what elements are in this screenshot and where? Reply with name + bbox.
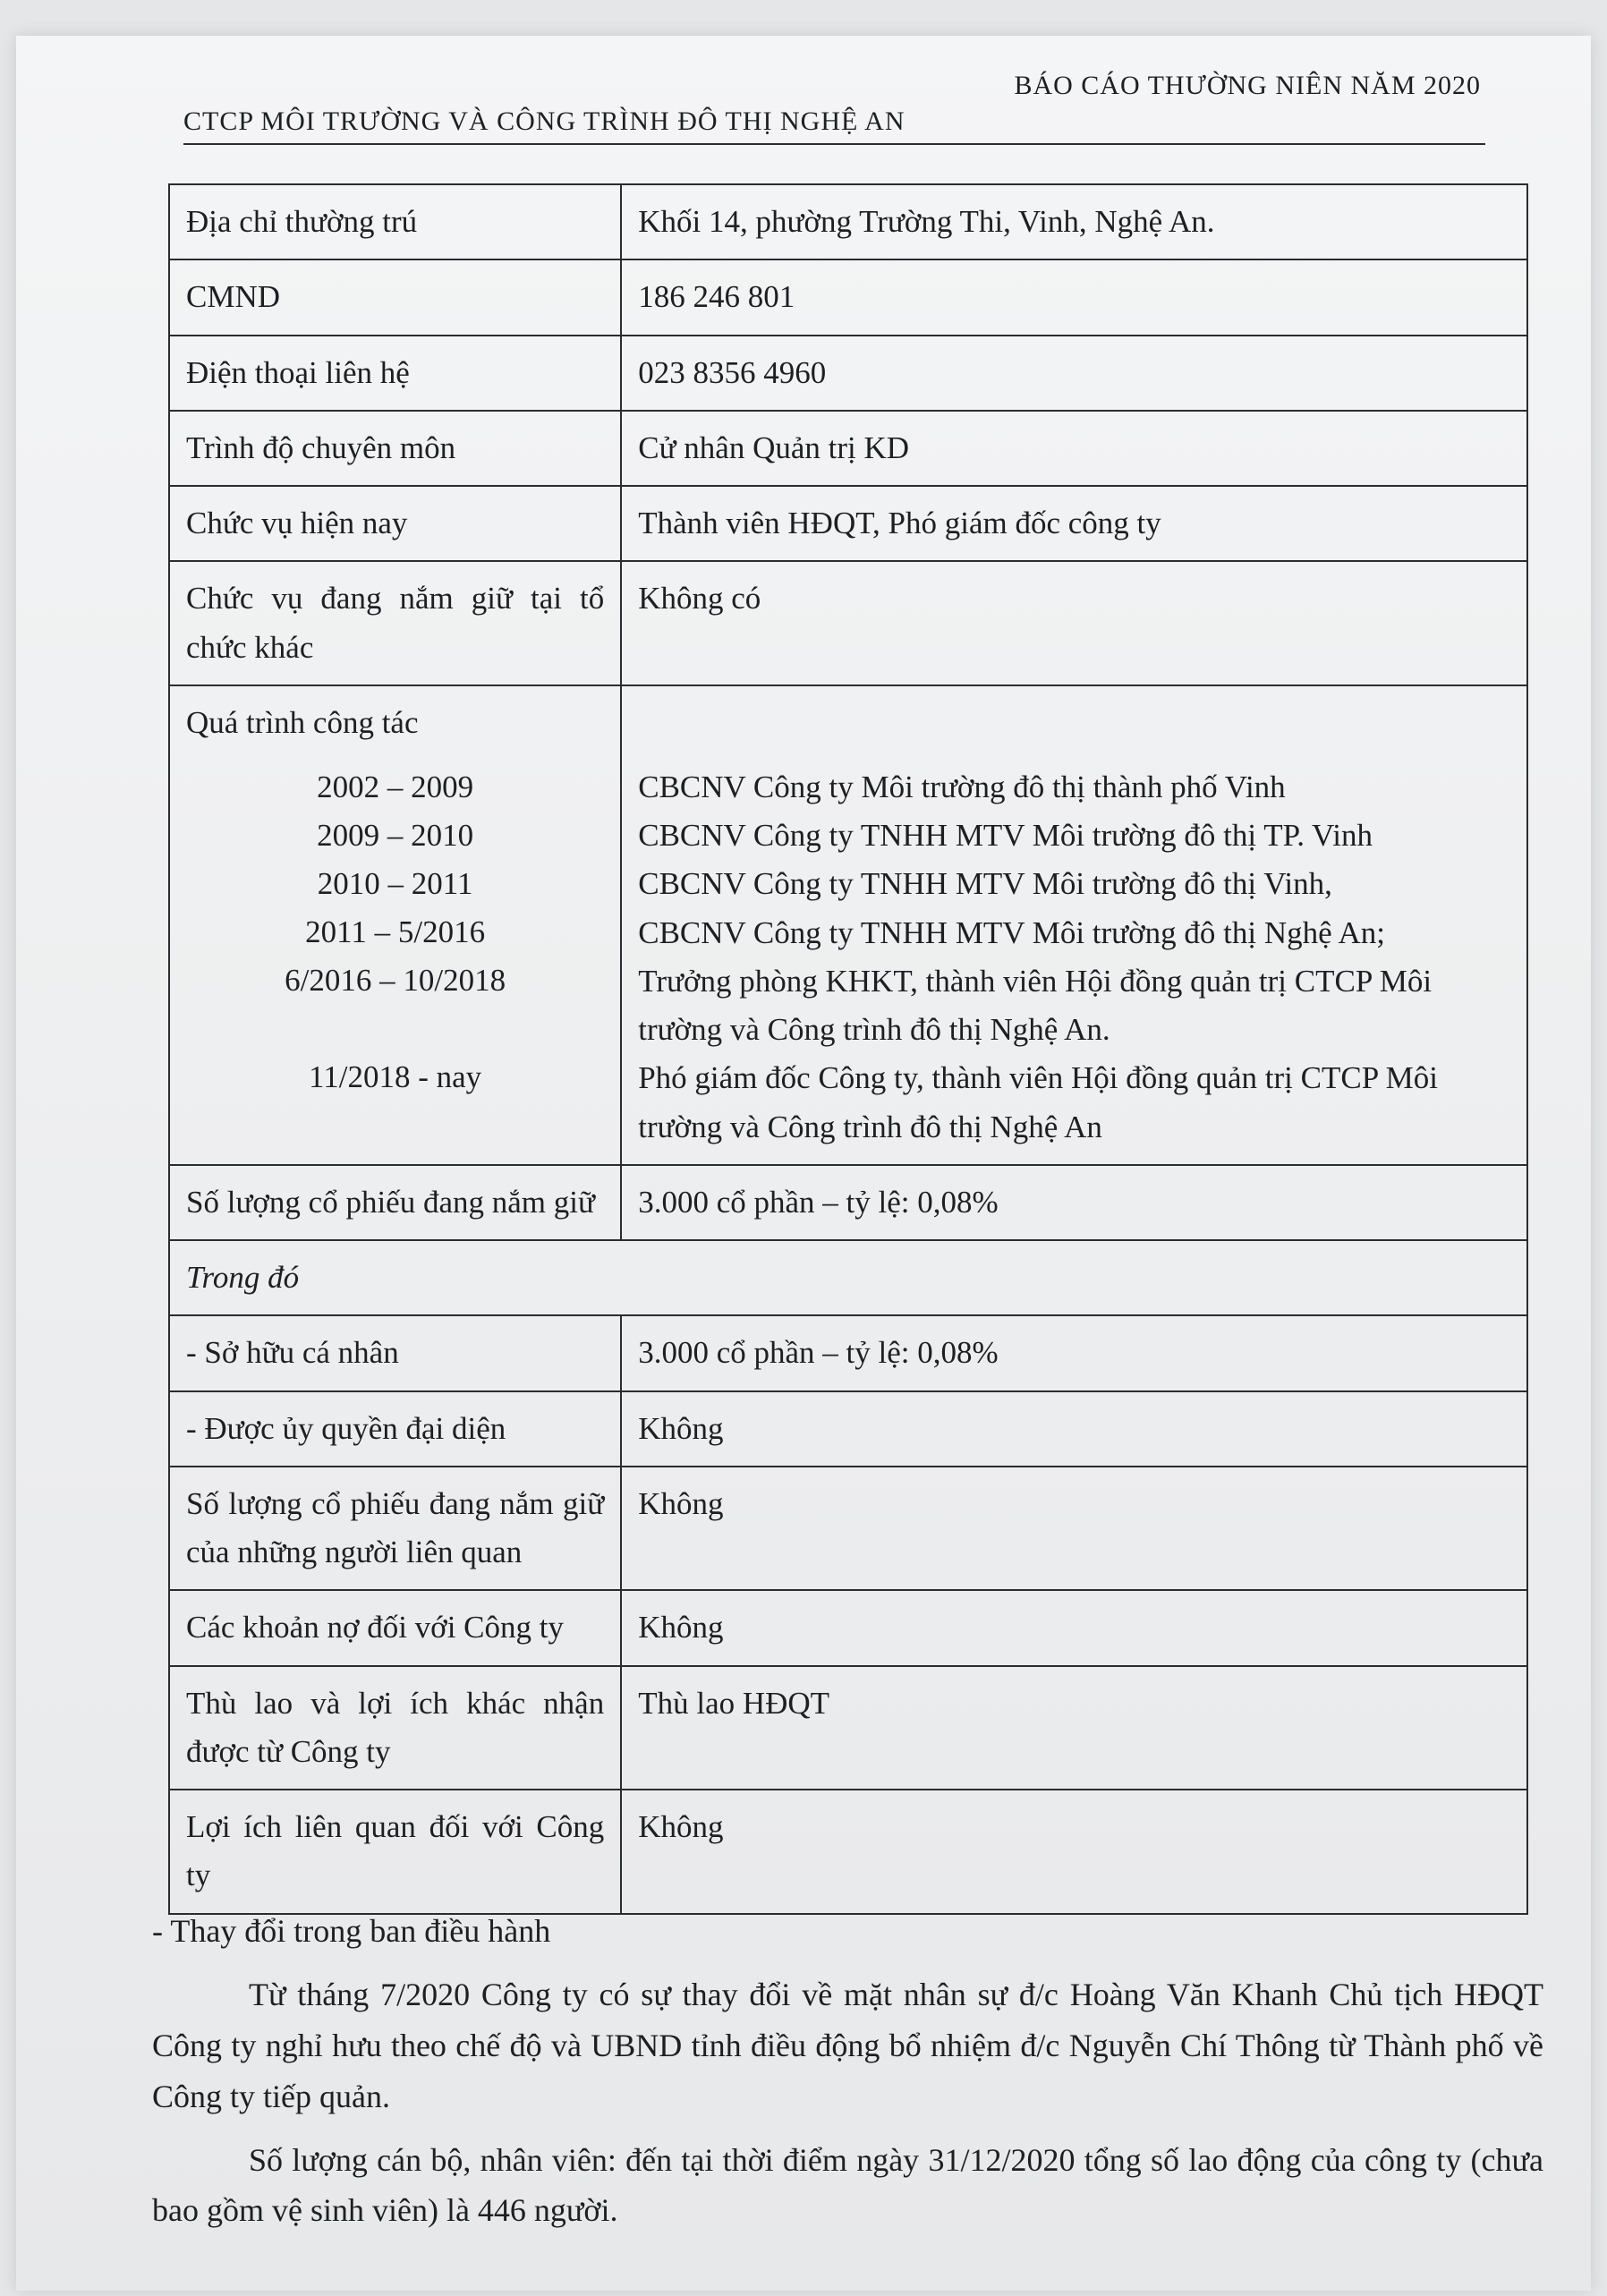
personal-info-table — [168, 183, 1528, 1915]
career-description: CBCNV Công ty Môi trường đô thị thành phố Vinh — [638, 769, 1286, 804]
paragraph: Số lượng cán bộ, nhân viên: đến tại thời điểm ngày 31/12/2020 tổng số lao động của công ty (chưa bao gồm vệ sinh viên) là 446 người. — [152, 2141, 1543, 2229]
paragraph: Từ tháng 7/2020 Công ty có sự thay đổi về mặt nhân sự đ/c Hoàng Văn Khanh Chủ tịch HĐQT Công ty nghỉ hưu theo chế độ và UBND tỉnh điều động bổ nhiệm đ/c Nguyễn Chí Thông từ Thành phố về Công ty tiếp quản. — [152, 1976, 1543, 2114]
table-row — [169, 486, 1527, 561]
related-interests-label: Lợi ích liên quan đối với Công ty — [169, 1790, 621, 1914]
table-row — [169, 411, 1527, 486]
section-title: - Thay đổi trong ban điều hành — [152, 1913, 551, 1949]
career-description: Phó giám đốc Công ty, thành viên Hội đồng quản trị CTCP Môi trường và Công trình đô thị Nghệ An — [638, 1060, 1438, 1144]
other-positions-label: Chức vụ đang nắm giữ tại tổ chức khác — [169, 561, 621, 685]
table-row — [169, 336, 1527, 411]
table-row — [169, 1666, 1527, 1790]
remuneration-label: Thù lao và lợi ích khác nhận được từ Công ty — [169, 1666, 621, 1790]
related-interests-value: Không — [621, 1790, 1527, 1914]
career-description: CBCNV Công ty TNHH MTV Môi trường đô thị Vinh, — [638, 866, 1332, 902]
career-label: Quá trình công tác — [186, 704, 419, 740]
shares-held-value: 3.000 cổ phần – tỷ lệ: 0,08% — [621, 1165, 1527, 1240]
qualification-label: Trình độ chuyên môn — [169, 411, 621, 486]
table-row — [169, 259, 1527, 335]
representative-label: - Được ủy quyền đại diện — [169, 1391, 621, 1467]
page-header — [183, 71, 1481, 148]
position-value: Thành viên HĐQT, Phó giám đốc công ty — [621, 486, 1527, 561]
career-description: Trưởng phòng KHKT, thành viên Hội đồng quản trị CTCP Môi trường và Công trình đô thị Nghệ An. — [638, 963, 1433, 1047]
related-shares-value: Không — [621, 1467, 1527, 1591]
id-card-value: 186 246 801 — [621, 259, 1527, 335]
address-label: Địa chỉ thường trú — [169, 184, 621, 259]
company-name: CTCP MÔI TRƯỜNG VÀ CÔNG TRÌNH ĐÔ THỊ NGHỆ AN — [183, 106, 906, 136]
qualification-value: Cử nhân Quản trị KD — [621, 411, 1527, 486]
career-period: 11/2018 - nay — [309, 1059, 482, 1094]
table-row — [169, 1391, 1527, 1467]
personal-ownership-label: - Sở hữu cá nhân — [169, 1315, 621, 1390]
career-description: CBCNV Công ty TNHH MTV Môi trường đô thị TP. Vinh — [638, 818, 1373, 853]
table-row — [169, 1467, 1527, 1591]
shares-held-label: Số lượng cổ phiếu đang nắm giữ — [169, 1165, 621, 1240]
table-row — [169, 1790, 1527, 1914]
header-divider — [183, 143, 1485, 145]
career-period: 2010 – 2011 — [317, 866, 473, 901]
remuneration-value: Thù lao HĐQT — [621, 1666, 1527, 1790]
table-row — [169, 184, 1527, 259]
table-row — [169, 1315, 1527, 1390]
debts-label: Các khoản nợ đối với Công ty — [169, 1590, 621, 1665]
report-title: BÁO CÁO THƯỜNG NIÊN NĂM 2020 — [1014, 71, 1481, 100]
phone-value: 023 8356 4960 — [621, 336, 1527, 411]
career-row — [169, 685, 1527, 1165]
career-descriptions — [621, 685, 1527, 1165]
table-row — [169, 1165, 1527, 1240]
table-row — [169, 561, 1527, 685]
career-cell — [169, 685, 621, 1165]
career-period: 6/2016 – 10/2018 — [285, 963, 506, 998]
table-row — [169, 1590, 1527, 1665]
other-positions-value: Không có — [621, 561, 1527, 685]
management-changes-section — [152, 1906, 1543, 2249]
career-period: 2011 – 5/2016 — [305, 914, 486, 949]
id-card-label: CMND — [169, 259, 621, 335]
career-description: CBCNV Công ty TNHH MTV Môi trường đô thị Nghệ An; — [638, 914, 1385, 950]
career-period: 2009 – 2010 — [317, 818, 474, 853]
career-periods — [186, 763, 604, 1101]
phone-label: Điện thoại liên hệ — [169, 336, 621, 411]
debts-value: Không — [621, 1590, 1527, 1665]
of-which-label: Trong đó — [169, 1240, 1527, 1315]
table-row — [169, 1240, 1527, 1315]
career-period: 2002 – 2009 — [317, 770, 474, 804]
related-shares-label: Số lượng cổ phiếu đang nắm giữ của những người liên quan — [169, 1467, 621, 1591]
representative-value: Không — [621, 1391, 1527, 1467]
position-label: Chức vụ hiện nay — [169, 486, 621, 561]
address-value: Khối 14, phường Trường Thi, Vinh, Nghệ An. — [621, 184, 1527, 259]
personal-ownership-value: 3.000 cổ phần – tỷ lệ: 0,08% — [621, 1315, 1527, 1390]
